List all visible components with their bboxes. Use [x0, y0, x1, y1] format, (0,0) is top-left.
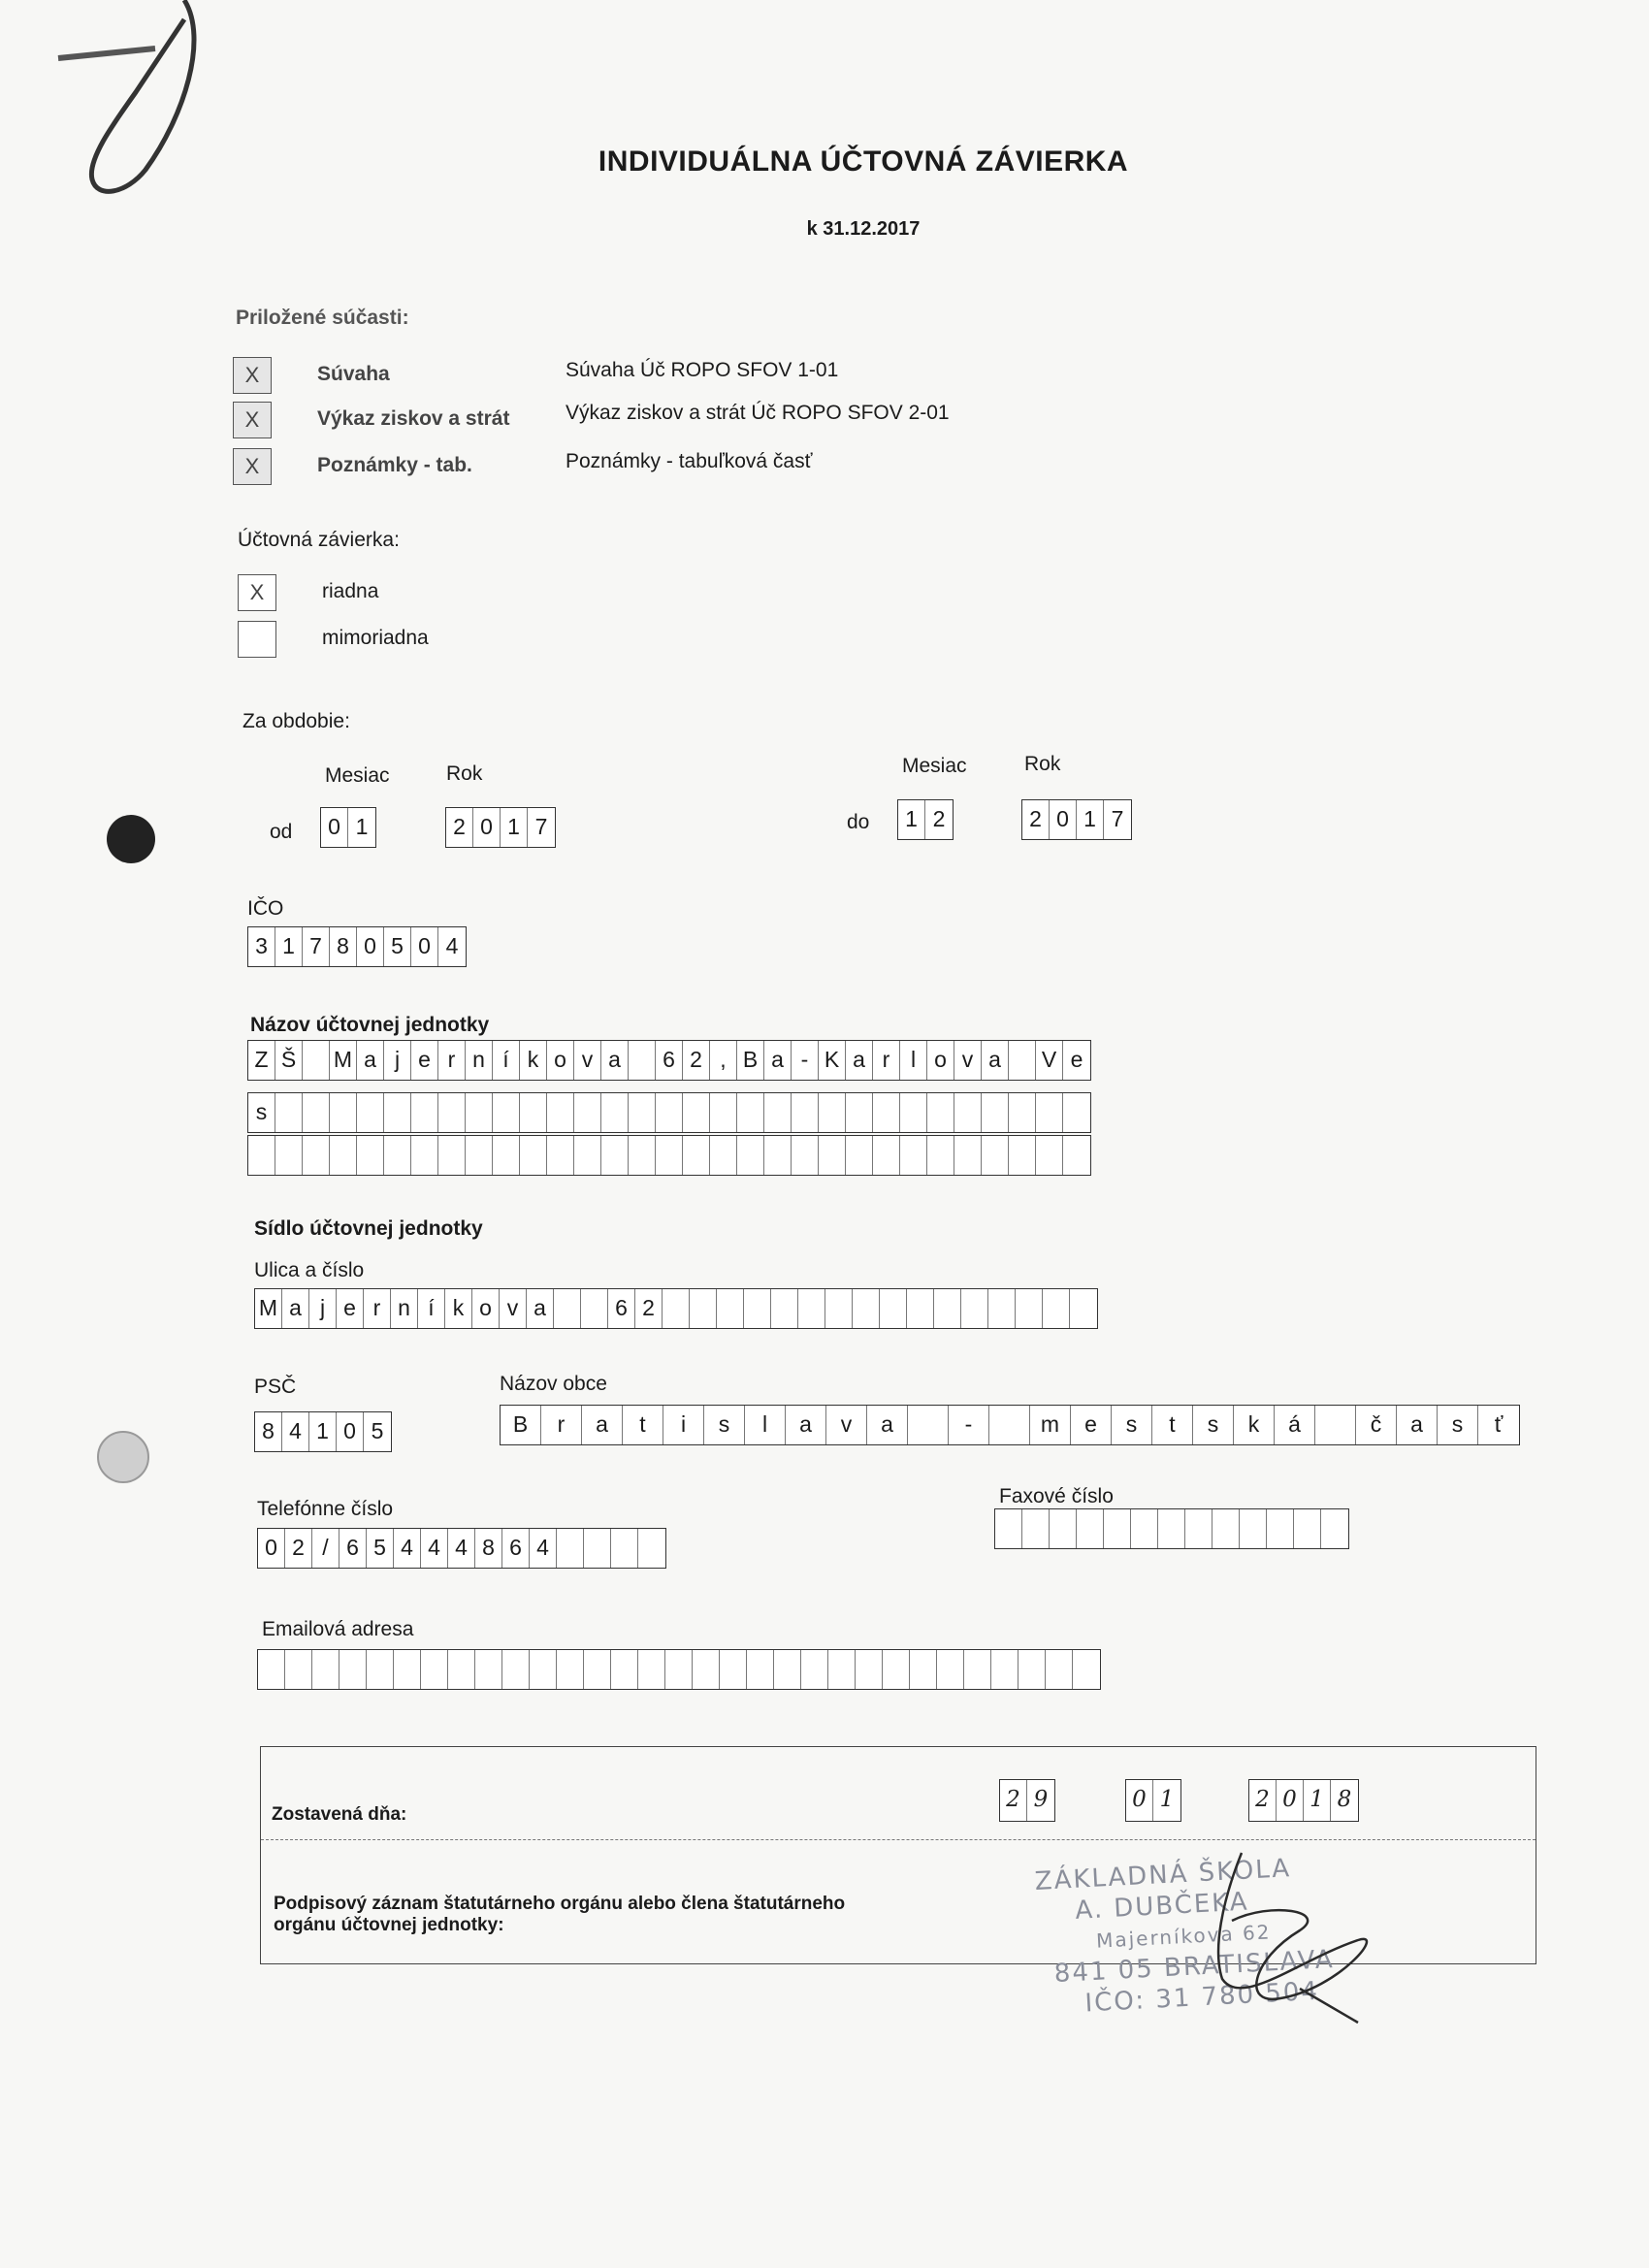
char-cell[interactable]: r	[873, 1041, 900, 1080]
char-cell[interactable]	[907, 1289, 934, 1328]
year-label: Rok	[446, 762, 483, 785]
char-cell[interactable]	[900, 1136, 927, 1175]
char-cell[interactable]	[1046, 1650, 1073, 1689]
char-cell[interactable]	[880, 1289, 907, 1328]
char-cell[interactable]	[557, 1529, 584, 1568]
char-cell[interactable]: M	[255, 1289, 282, 1328]
char-cell[interactable]: 1	[309, 1412, 337, 1451]
char-cell[interactable]: 7	[303, 927, 330, 966]
char-cell[interactable]	[547, 1136, 574, 1175]
char-cell[interactable]: 9	[1033, 1787, 1049, 1812]
char-cell[interactable]	[312, 1650, 340, 1689]
char-cell[interactable]	[937, 1650, 964, 1689]
char-cell[interactable]	[493, 1136, 520, 1175]
month-label: Mesiac	[325, 764, 390, 787]
char-cell[interactable]: 7	[534, 814, 548, 839]
char-cell[interactable]: 1	[275, 927, 303, 966]
email-field[interactable]	[257, 1649, 1101, 1690]
char-cell[interactable]	[1009, 1093, 1036, 1132]
char-cell[interactable]	[554, 1289, 581, 1328]
char-cell[interactable]: 2	[1022, 800, 1050, 839]
char-cell[interactable]	[982, 1136, 1009, 1175]
char-cell[interactable]	[656, 1093, 683, 1132]
char-cell[interactable]	[954, 1093, 982, 1132]
attachment-label: Súvaha	[317, 363, 390, 385]
char-cell[interactable]	[764, 1093, 792, 1132]
char-cell[interactable]	[792, 1093, 819, 1132]
prepared-label: Zostavená dňa:	[272, 1804, 407, 1825]
char-cell[interactable]	[574, 1136, 601, 1175]
char-cell[interactable]: B	[501, 1406, 541, 1444]
char-cell[interactable]	[384, 1136, 411, 1175]
char-cell[interactable]	[629, 1136, 656, 1175]
char-cell[interactable]: s	[704, 1406, 745, 1444]
city-label: Názov obce	[500, 1373, 607, 1395]
char-cell[interactable]: í	[418, 1289, 445, 1328]
char-cell[interactable]	[340, 1650, 367, 1689]
char-cell[interactable]: o	[472, 1289, 500, 1328]
char-cell[interactable]	[1077, 1509, 1104, 1548]
char-cell[interactable]	[581, 1289, 608, 1328]
checkbox-riadna[interactable]: X	[238, 574, 276, 611]
char-cell[interactable]	[798, 1289, 825, 1328]
char-cell[interactable]	[466, 1093, 493, 1132]
char-cell[interactable]: n	[391, 1289, 418, 1328]
char-cell[interactable]	[502, 1650, 530, 1689]
char-cell[interactable]	[611, 1650, 638, 1689]
char-cell[interactable]: K	[819, 1041, 846, 1080]
street-label: Ulica a číslo	[254, 1259, 365, 1281]
char-cell[interactable]: l	[900, 1041, 927, 1080]
option-label: riadna	[322, 580, 379, 602]
attachment-label: Poznámky - tab.	[317, 454, 472, 476]
char-cell[interactable]: 0	[337, 1412, 364, 1451]
char-cell[interactable]	[819, 1136, 846, 1175]
checkbox-suvaha[interactable]: X	[233, 357, 272, 394]
page-title: INDIVIDUÁLNA ÚČTOVNÁ ZÁVIERKA	[598, 146, 1129, 178]
char-cell[interactable]	[1070, 1289, 1097, 1328]
char-cell[interactable]	[1050, 1509, 1077, 1548]
from-month-field[interactable]	[320, 807, 376, 848]
char-cell[interactable]	[737, 1093, 764, 1132]
char-cell[interactable]: 1	[1159, 1787, 1175, 1812]
char-cell[interactable]: 4	[530, 1529, 557, 1568]
char-cell[interactable]	[771, 1289, 798, 1328]
char-cell[interactable]	[927, 1093, 954, 1132]
prepared-day-field[interactable]	[999, 1779, 1055, 1822]
char-cell[interactable]: 4	[421, 1529, 448, 1568]
attachment-description: Poznámky - tabuľková časť	[566, 450, 813, 472]
char-cell[interactable]	[991, 1650, 1018, 1689]
char-cell[interactable]	[995, 1509, 1022, 1548]
char-cell[interactable]	[663, 1289, 690, 1328]
char-cell[interactable]	[690, 1289, 717, 1328]
char-cell[interactable]	[801, 1650, 828, 1689]
char-cell[interactable]	[367, 1650, 394, 1689]
char-cell[interactable]	[584, 1650, 611, 1689]
char-cell[interactable]	[934, 1289, 961, 1328]
char-cell[interactable]	[1315, 1406, 1356, 1444]
option-label: mimoriadna	[322, 627, 429, 649]
char-cell[interactable]	[710, 1136, 737, 1175]
report-date: k 31.12.2017	[806, 218, 921, 240]
char-cell[interactable]: n	[466, 1041, 493, 1080]
char-cell[interactable]	[1073, 1650, 1100, 1689]
char-cell[interactable]: 0	[258, 1529, 285, 1568]
char-cell[interactable]: r	[364, 1289, 391, 1328]
char-cell[interactable]: v	[500, 1289, 527, 1328]
char-cell[interactable]: 0	[357, 927, 384, 966]
char-cell[interactable]	[629, 1041, 656, 1080]
char-cell[interactable]	[1185, 1509, 1212, 1548]
handwritten-signature	[1106, 1843, 1397, 2027]
char-cell[interactable]	[357, 1093, 384, 1132]
char-cell[interactable]: B	[737, 1041, 764, 1080]
char-cell[interactable]: 7	[1111, 806, 1124, 831]
char-cell[interactable]: r	[438, 1041, 466, 1080]
char-cell[interactable]	[1321, 1509, 1348, 1548]
char-cell[interactable]: Z	[248, 1041, 275, 1080]
char-cell[interactable]	[285, 1650, 312, 1689]
char-cell[interactable]	[303, 1041, 330, 1080]
char-cell[interactable]	[744, 1289, 771, 1328]
char-cell[interactable]	[856, 1650, 883, 1689]
char-cell[interactable]	[638, 1650, 665, 1689]
attachment-description: Súvaha Úč ROPO SFOV 1-01	[566, 359, 839, 381]
char-cell[interactable]	[825, 1289, 853, 1328]
char-cell[interactable]: v	[574, 1041, 601, 1080]
char-cell[interactable]	[961, 1289, 988, 1328]
year-label: Rok	[1024, 753, 1061, 775]
char-cell[interactable]	[774, 1650, 801, 1689]
char-cell[interactable]	[493, 1093, 520, 1132]
seat-heading: Sídlo účtovnej jednotky	[254, 1217, 483, 1240]
char-cell[interactable]	[819, 1093, 846, 1132]
unit-name-label: Názov účtovnej jednotky	[250, 1014, 490, 1036]
char-cell[interactable]: l	[745, 1406, 786, 1444]
char-cell[interactable]	[275, 1093, 303, 1132]
char-cell[interactable]	[683, 1136, 710, 1175]
char-cell[interactable]: 0	[321, 808, 348, 847]
char-cell[interactable]	[258, 1650, 285, 1689]
char-cell[interactable]: 8	[1337, 1787, 1352, 1812]
char-cell[interactable]: 1	[1077, 800, 1104, 839]
char-cell[interactable]: v	[954, 1041, 982, 1080]
char-cell[interactable]	[873, 1136, 900, 1175]
char-cell[interactable]	[982, 1093, 1009, 1132]
char-cell[interactable]: 5	[384, 927, 411, 966]
char-cell[interactable]: r	[541, 1406, 582, 1444]
char-cell[interactable]	[1043, 1289, 1070, 1328]
char-cell[interactable]	[530, 1650, 557, 1689]
char-cell[interactable]: s	[248, 1093, 275, 1132]
char-cell[interactable]	[248, 1136, 275, 1175]
char-cell[interactable]	[1009, 1041, 1036, 1080]
char-cell[interactable]: 2	[1249, 1780, 1277, 1821]
char-cell[interactable]: 6	[608, 1289, 635, 1328]
email-label: Emailová adresa	[262, 1618, 414, 1640]
char-cell[interactable]: 0	[1277, 1780, 1304, 1821]
char-cell[interactable]	[764, 1136, 792, 1175]
char-cell[interactable]	[574, 1093, 601, 1132]
char-cell[interactable]: 0	[1050, 800, 1077, 839]
paper-clip-icon	[39, 0, 233, 213]
char-cell[interactable]: m	[1030, 1406, 1071, 1444]
char-cell[interactable]	[421, 1650, 448, 1689]
char-cell[interactable]	[1022, 1509, 1050, 1548]
char-cell[interactable]: 6	[340, 1529, 367, 1568]
char-cell[interactable]	[1294, 1509, 1321, 1548]
unit-name-row-3[interactable]	[247, 1135, 1091, 1176]
fax-label: Faxové číslo	[999, 1485, 1114, 1507]
ico-field[interactable]	[247, 926, 467, 967]
char-cell[interactable]: 2	[1000, 1780, 1027, 1821]
char-cell[interactable]	[275, 1136, 303, 1175]
char-cell[interactable]: a	[786, 1406, 826, 1444]
phone-label: Telefónne číslo	[257, 1498, 394, 1520]
char-cell[interactable]	[665, 1650, 693, 1689]
char-cell[interactable]: o	[547, 1041, 574, 1080]
to-month-field[interactable]	[897, 799, 954, 840]
unit-name-row-2[interactable]	[247, 1092, 1091, 1133]
char-cell[interactable]: 1	[355, 814, 369, 839]
fax-field[interactable]	[994, 1508, 1349, 1549]
char-cell[interactable]	[1063, 1093, 1090, 1132]
char-cell[interactable]: 8	[255, 1412, 282, 1451]
char-cell[interactable]	[717, 1289, 744, 1328]
char-cell[interactable]: 3	[248, 927, 275, 966]
char-cell[interactable]: s	[1193, 1406, 1234, 1444]
char-cell[interactable]	[303, 1136, 330, 1175]
char-cell[interactable]: e	[411, 1041, 438, 1080]
char-cell[interactable]	[394, 1650, 421, 1689]
char-cell[interactable]: 0	[411, 927, 438, 966]
street-field[interactable]	[254, 1288, 1098, 1329]
char-cell[interactable]: í	[493, 1041, 520, 1080]
psc-label: PSČ	[254, 1376, 297, 1398]
char-cell[interactable]: a	[582, 1406, 623, 1444]
char-cell[interactable]: ,	[710, 1041, 737, 1080]
char-cell[interactable]	[411, 1136, 438, 1175]
char-cell[interactable]: á	[1275, 1406, 1315, 1444]
char-cell[interactable]: t	[623, 1406, 663, 1444]
char-cell[interactable]: a	[601, 1041, 629, 1080]
char-cell[interactable]	[747, 1650, 774, 1689]
char-cell[interactable]: 5	[367, 1529, 394, 1568]
char-cell[interactable]	[873, 1093, 900, 1132]
char-cell[interactable]	[330, 1136, 357, 1175]
ico-label: IČO	[247, 897, 284, 920]
char-cell[interactable]	[1240, 1509, 1267, 1548]
closing-type-heading: Účtovná závierka:	[238, 529, 400, 551]
char-cell[interactable]: 5	[371, 1418, 384, 1443]
char-cell[interactable]: -	[949, 1406, 989, 1444]
char-cell[interactable]	[584, 1529, 611, 1568]
char-cell[interactable]	[557, 1650, 584, 1689]
char-cell[interactable]: e	[337, 1289, 364, 1328]
phone-field[interactable]	[257, 1528, 666, 1569]
char-cell[interactable]	[1131, 1509, 1158, 1548]
char-cell[interactable]	[989, 1406, 1030, 1444]
char-cell[interactable]	[330, 1093, 357, 1132]
char-cell[interactable]: e	[1070, 1047, 1083, 1072]
char-cell[interactable]	[1267, 1509, 1294, 1548]
attachments-heading: Priložené súčasti:	[236, 307, 409, 329]
char-cell[interactable]	[1158, 1509, 1185, 1548]
from-label: od	[270, 821, 293, 843]
char-cell[interactable]: a	[282, 1289, 309, 1328]
char-cell[interactable]: o	[927, 1041, 954, 1080]
char-cell[interactable]	[520, 1136, 547, 1175]
char-cell[interactable]	[438, 1093, 466, 1132]
char-cell[interactable]	[710, 1093, 737, 1132]
prepared-year-field[interactable]	[1248, 1779, 1359, 1822]
char-cell[interactable]: a	[982, 1041, 1009, 1080]
char-cell[interactable]: k	[445, 1289, 472, 1328]
char-cell[interactable]	[611, 1529, 638, 1568]
char-cell[interactable]	[1016, 1289, 1043, 1328]
char-cell[interactable]	[693, 1650, 720, 1689]
char-cell[interactable]	[384, 1093, 411, 1132]
char-cell[interactable]: 1	[1304, 1780, 1331, 1821]
char-cell[interactable]	[1063, 1136, 1090, 1175]
char-cell[interactable]: 2	[446, 808, 473, 847]
char-cell[interactable]: 2	[285, 1529, 312, 1568]
punch-hole	[107, 815, 155, 863]
char-cell[interactable]: 4	[282, 1412, 309, 1451]
char-cell[interactable]	[475, 1650, 502, 1689]
char-cell[interactable]	[1018, 1650, 1046, 1689]
char-cell[interactable]	[466, 1136, 493, 1175]
char-cell[interactable]	[448, 1650, 475, 1689]
char-cell[interactable]: v	[826, 1406, 867, 1444]
signature-label: Podpisový záznam štatutárneho orgánu alebo člena štatutárneho orgánu účtovnej jednotky:	[274, 1894, 846, 1935]
checkbox-poznamky[interactable]: X	[233, 448, 272, 485]
char-cell[interactable]	[883, 1650, 910, 1689]
char-cell[interactable]	[720, 1650, 747, 1689]
school-stamp: ZÁKLADNÁ ŠKOLA A. DUBČEKA Majerníkova 62 841 05 BRATISLAVA IČO: 31 780 504	[1034, 1854, 1336, 2019]
char-cell[interactable]	[954, 1136, 982, 1175]
to-label: do	[847, 811, 870, 833]
char-cell[interactable]	[737, 1136, 764, 1175]
char-cell[interactable]: M	[330, 1041, 357, 1080]
char-cell[interactable]: 6	[502, 1529, 530, 1568]
char-cell[interactable]: k	[1234, 1406, 1275, 1444]
char-cell[interactable]: a	[846, 1041, 873, 1080]
char-cell[interactable]: Š	[275, 1041, 303, 1080]
month-label: Mesiac	[902, 755, 967, 777]
char-cell[interactable]: č	[1356, 1406, 1397, 1444]
char-cell[interactable]	[792, 1136, 819, 1175]
char-cell[interactable]: a	[527, 1289, 554, 1328]
char-cell[interactable]: 2	[683, 1041, 710, 1080]
char-cell[interactable]: e	[1071, 1406, 1112, 1444]
char-cell[interactable]	[846, 1136, 873, 1175]
char-cell[interactable]	[1036, 1093, 1063, 1132]
char-cell[interactable]	[601, 1093, 629, 1132]
char-cell[interactable]	[988, 1289, 1016, 1328]
char-cell[interactable]	[1104, 1509, 1131, 1548]
char-cell[interactable]	[1036, 1136, 1063, 1175]
char-cell[interactable]	[910, 1650, 937, 1689]
char-cell[interactable]: 2	[635, 1289, 663, 1328]
char-cell[interactable]	[601, 1136, 629, 1175]
char-cell[interactable]	[1009, 1136, 1036, 1175]
to-year-field[interactable]	[1021, 799, 1132, 840]
char-cell[interactable]	[411, 1093, 438, 1132]
char-cell[interactable]: 4	[394, 1529, 421, 1568]
char-cell[interactable]	[438, 1136, 466, 1175]
char-cell[interactable]: a	[867, 1406, 908, 1444]
char-cell[interactable]: ť	[1494, 1411, 1504, 1437]
unit-name-row-1[interactable]	[247, 1040, 1091, 1081]
char-cell[interactable]	[964, 1650, 991, 1689]
char-cell[interactable]: 4	[448, 1529, 475, 1568]
char-cell[interactable]: 8	[330, 927, 357, 966]
attachment-label: Výkaz ziskov a strát	[317, 407, 510, 430]
char-cell[interactable]	[927, 1136, 954, 1175]
char-cell[interactable]	[638, 1529, 665, 1568]
char-cell[interactable]: 1	[501, 808, 528, 847]
attachment-description: Výkaz ziskov a strát Úč ROPO SFOV 2-01	[566, 402, 950, 424]
period-heading: Za obdobie:	[242, 710, 350, 732]
char-cell[interactable]: 1	[898, 800, 925, 839]
checkbox-mimoriadna[interactable]	[238, 621, 276, 658]
psc-field[interactable]	[254, 1411, 392, 1452]
char-cell[interactable]: s	[1438, 1406, 1478, 1444]
char-cell[interactable]: s	[1112, 1406, 1152, 1444]
char-cell[interactable]	[1212, 1509, 1240, 1548]
char-cell[interactable]: a	[357, 1041, 384, 1080]
char-cell[interactable]: k	[520, 1041, 547, 1080]
char-cell[interactable]	[357, 1136, 384, 1175]
char-cell[interactable]	[683, 1093, 710, 1132]
char-cell[interactable]	[828, 1650, 856, 1689]
char-cell[interactable]	[853, 1289, 880, 1328]
prepared-month-field[interactable]	[1125, 1779, 1181, 1822]
char-cell[interactable]: 0	[1126, 1780, 1153, 1821]
char-cell[interactable]	[547, 1093, 574, 1132]
char-cell[interactable]: -	[792, 1041, 819, 1080]
char-cell[interactable]: i	[663, 1406, 704, 1444]
char-cell[interactable]	[846, 1093, 873, 1132]
char-cell[interactable]	[908, 1406, 949, 1444]
char-cell[interactable]: 6	[656, 1041, 683, 1080]
char-cell[interactable]: 2	[932, 806, 946, 831]
char-cell[interactable]	[656, 1136, 683, 1175]
char-cell[interactable]	[520, 1093, 547, 1132]
char-cell[interactable]	[629, 1093, 656, 1132]
char-cell[interactable]: a	[1397, 1406, 1438, 1444]
char-cell[interactable]	[900, 1093, 927, 1132]
char-cell[interactable]: 8	[475, 1529, 502, 1568]
char-cell[interactable]: /	[312, 1529, 340, 1568]
checkbox-vykaz[interactable]: X	[233, 402, 272, 438]
char-cell[interactable]: j	[384, 1041, 411, 1080]
char-cell[interactable]: 4	[445, 933, 459, 958]
from-year-field[interactable]	[445, 807, 556, 848]
char-cell[interactable]: 0	[473, 808, 501, 847]
char-cell[interactable]: a	[764, 1041, 792, 1080]
char-cell[interactable]	[303, 1093, 330, 1132]
char-cell[interactable]: t	[1152, 1406, 1193, 1444]
char-cell[interactable]: V	[1036, 1041, 1063, 1080]
char-cell[interactable]: j	[309, 1289, 337, 1328]
city-field[interactable]	[500, 1405, 1520, 1445]
punch-hole	[97, 1431, 149, 1483]
